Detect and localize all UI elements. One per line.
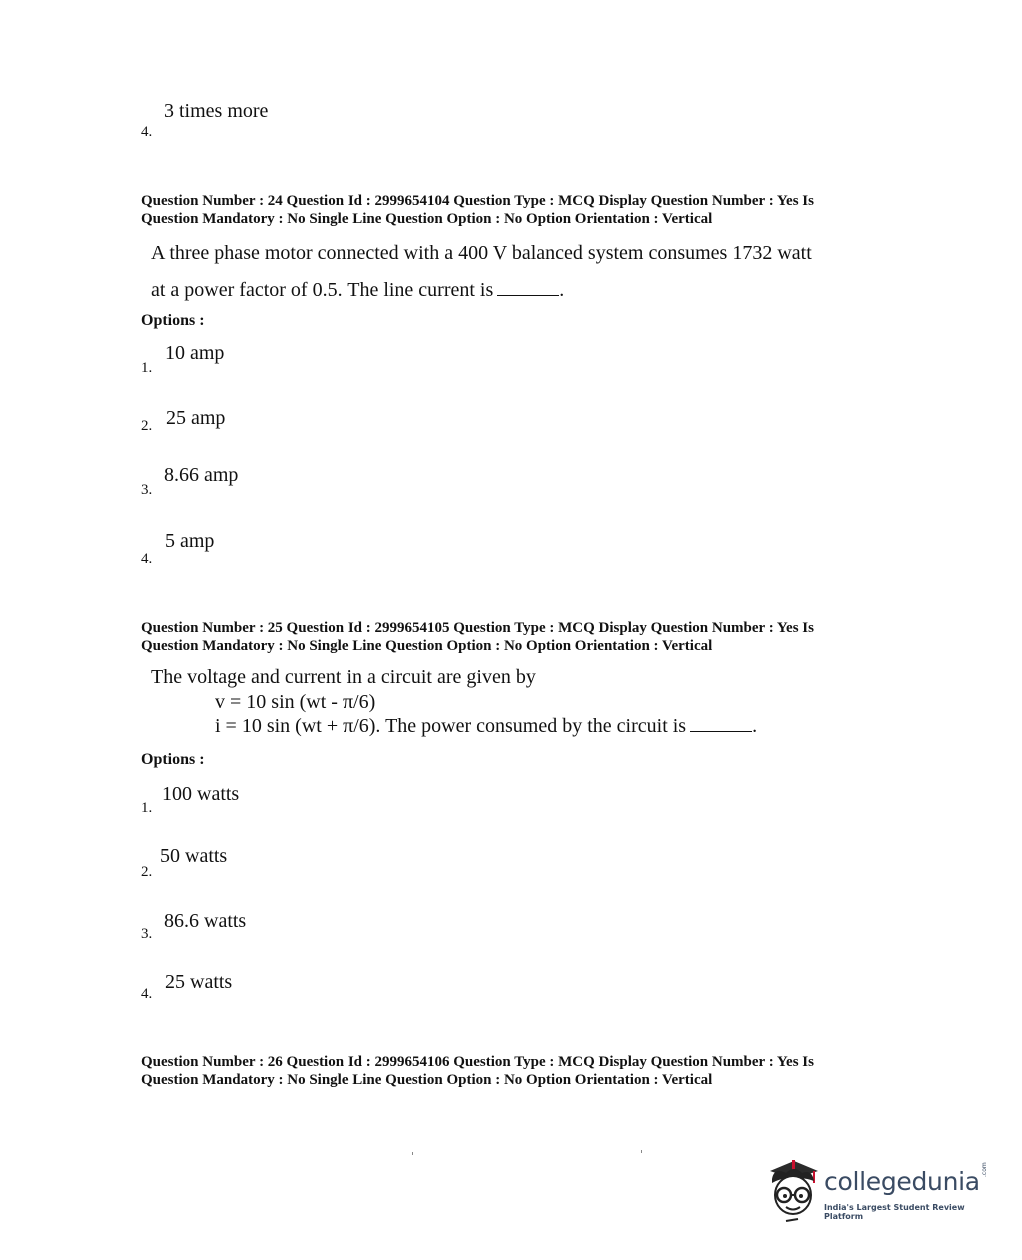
q25-option-3-text[interactable]: 86.6 watts xyxy=(164,910,247,932)
q24-text-line2 xyxy=(151,279,564,302)
q25-text-end: . xyxy=(752,715,758,737)
q24-text-end: . xyxy=(559,279,565,301)
q24-option-3-number: 3. xyxy=(141,482,153,498)
q25-option-2-text[interactable]: 50 watts xyxy=(160,845,228,867)
scan-mark xyxy=(641,1150,642,1153)
prev-option-4-text: 3 times more xyxy=(164,100,269,122)
q24-text-line2-body: at a power factor of 0.5. The line current is xyxy=(151,279,494,301)
q24-option-3-text[interactable]: 8.66 amp xyxy=(164,464,239,486)
q25-meta xyxy=(141,619,901,655)
logo-tagline: India's Largest Student Review Platform xyxy=(824,1203,965,1221)
q25-options-label: Options : xyxy=(141,751,205,768)
logo-suffix: .com xyxy=(981,1162,988,1177)
q24-options-label: Options : xyxy=(141,312,205,329)
prev-option-4-number: 4. xyxy=(141,124,153,140)
q24-meta-line2: Question Mandatory : No Single Line Question Option : No Option Orientation : Vertical xyxy=(141,211,713,227)
q26-meta-line2: Question Mandatory : No Single Line Question Option : No Option Orientation : Vertical xyxy=(141,1072,713,1088)
q25-meta-line1: Question Number : 25 Question Id : 2999654105 Question Type : MCQ Display Question Number : Yes Is xyxy=(141,620,814,636)
q24-option-4-text[interactable]: 5 amp xyxy=(165,530,215,552)
q25-option-3-number: 3. xyxy=(141,926,153,942)
q24-meta-line1: Question Number : 24 Question Id : 2999654104 Question Type : MCQ Display Question Number : Yes Is xyxy=(141,193,814,209)
q24-option-1-text[interactable]: 10 amp xyxy=(165,342,225,364)
q25-text-line1: The voltage and current in a circuit are given by xyxy=(151,666,536,688)
q24-blank xyxy=(497,281,559,296)
q25-option-1-number: 1. xyxy=(141,800,153,816)
q24-option-1-number: 1. xyxy=(141,360,153,376)
q24-meta xyxy=(141,192,901,228)
q25-text-line3-body: i = 10 sin (wt + π/6). The power consumed by the circuit is xyxy=(215,715,687,737)
q25-text-line2: v = 10 sin (wt - π/6) xyxy=(215,691,376,713)
mascot-icon xyxy=(764,1155,822,1225)
q24-option-2-text[interactable]: 25 amp xyxy=(166,407,226,429)
q25-meta-line2: Question Mandatory : No Single Line Question Option : No Option Orientation : Vertical xyxy=(141,638,713,654)
q26-meta xyxy=(141,1053,901,1089)
collegedunia-logo[interactable] xyxy=(764,1155,994,1225)
q24-option-2-number: 2. xyxy=(141,418,153,434)
q25-option-4-number: 4. xyxy=(141,986,153,1002)
q25-option-2-number: 2. xyxy=(141,864,153,880)
q25-option-4-text[interactable]: 25 watts xyxy=(165,971,233,993)
q25-option-1-text[interactable]: 100 watts xyxy=(162,783,240,805)
q26-meta-line1: Question Number : 26 Question Id : 2999654106 Question Type : MCQ Display Question Number : Yes Is xyxy=(141,1054,814,1070)
logo-wordmark: collegedunia xyxy=(824,1167,980,1196)
scan-mark xyxy=(412,1152,413,1155)
q24-text-line1: A three phase motor connected with a 400 V balanced system consumes 1732 watt xyxy=(151,242,812,264)
q25-blank xyxy=(690,717,752,732)
q24-option-4-number: 4. xyxy=(141,551,153,567)
q25-text-line3 xyxy=(215,715,757,738)
